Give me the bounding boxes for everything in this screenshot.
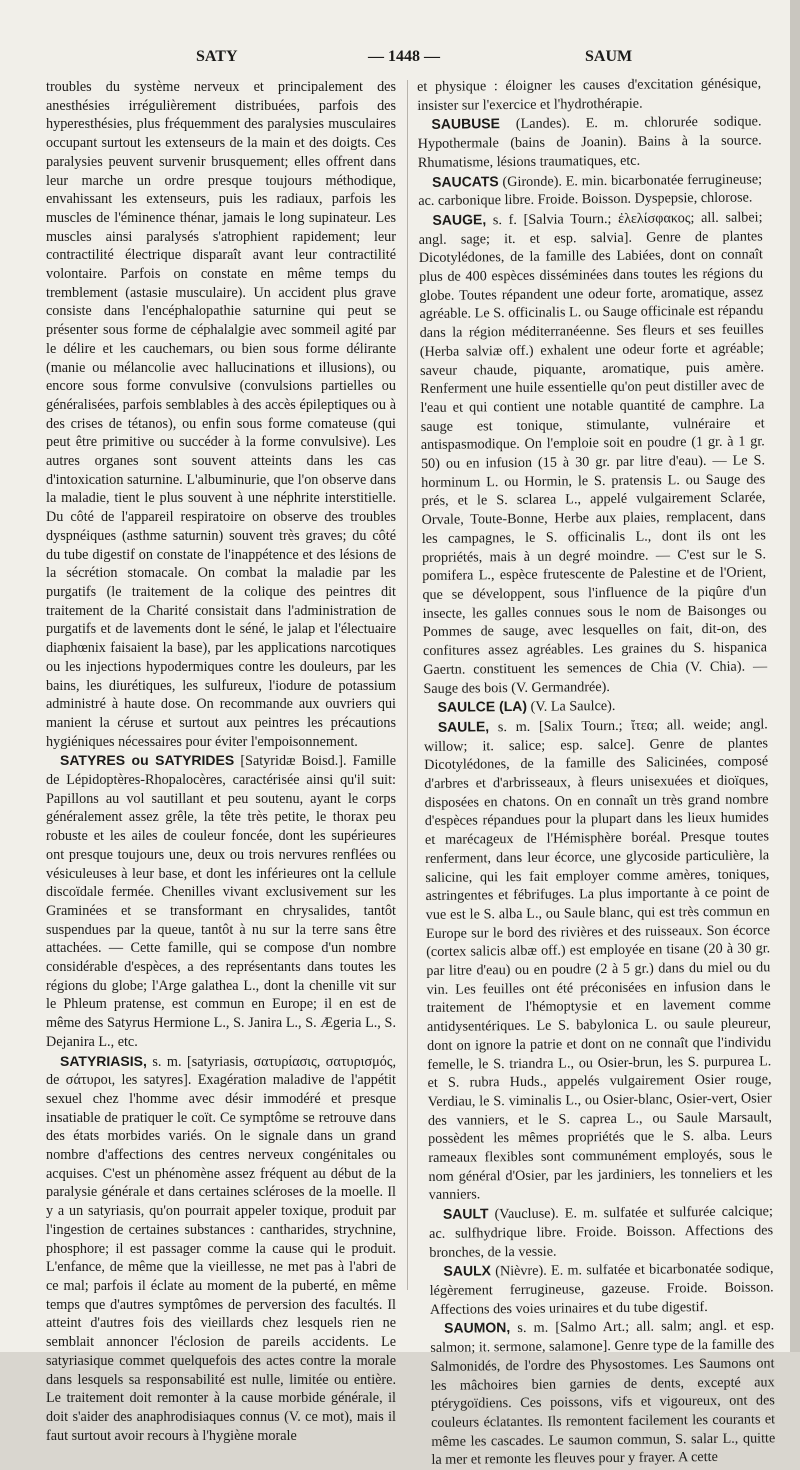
headword: SAULE, xyxy=(437,718,490,735)
entry-body: (V. La Saulce). xyxy=(530,698,616,716)
headword: SAUBUSE xyxy=(431,115,501,133)
entry-body: [Satyridæ Boisd.]. Famille de Lépidoptères-Rhopalocères, caractérisée ainsi qu'il suit: Papillons au vol sautillant et peu soutenu, ayant le corps généralement assez grêle, la tête très petite, le thorax peu robuste et les ailes de couleur foncée, dont les supérieures ont presque toujours une, deux ou trois nervures renflées ou vésiculeuses à leur base, et dont les inférieures ont la cellule discoïdale fermée. Chenilles vivant exclusivement sur les Graminées et se transformant en chrysalides, tantôt suspendues par la queue, tantôt à nu sur la terre sans être attachées. — Cette famille, qui se compose d'un nombre considérable d'espèces, a des représentants dans toutes les régions du globe; l'Arge galathea L., dont la chenille vit sur le Phleum pratense, est commun en Europe; il en est de même des Satyrus Hermione L., S. Janira L., S. Ægeria L., S. Dejanira L., etc. xyxy=(46,753,397,1050)
entry-body: (Landes). E. m. chlorurée sodique. Hypothermale (bains de Joanin). Bains à la source. Rhumatisme, lésions traumatiques, etc. xyxy=(417,113,762,171)
header-right-guide-word: SAUM xyxy=(585,48,633,65)
entry-body: s. m. [satyriasis, σατυρίασις, σατυρισμός, de σάτυροι, les satyres]. Exagération maladive de l'appétit sexuel chez l'homme avec désir immodéré et presque insatiable de pratiquer le coït. Ce symptôme se retrouve dans des états morbides variés. On le signale dans un grand nombre d'affections des centres nerveux congénitales ou acquises. C'est un phénomène assez fréquent au début de la paralysie générale et dans certaines scléroses de la moelle. Il y a un satyriasis, qu'on pourrait appeler toxique, produit par l'ingestion de certaines substances : cantharides, strychnine, phosphore; il est passager comme la cause qui le produit. L'enfance, de même que la vieillesse, ne met pas à l'abri de ce mal; parfois il éclate au moment de la puberté, en même temps que d'autres symptômes de perversion des facultés. Il atteint d'autres fois des vieillards chez lesquels rien ne semblait annoncer l'éclosion de pareils accidents. Le satyriasique commet quelquefois des actes contre la morale dans lesquels sa responsabilité est nulle, limitée ou entière. Le traitement doit remonter à la cause morbide générale, il doit s'aider des anaphrodisiaques connus (V. ce mot), mais il faut surtout avoir recours à l'hygiène morale xyxy=(46,1053,396,1444)
running-head xyxy=(0,48,790,72)
entry-sauge xyxy=(418,207,767,698)
entry-body: s. f. [Salvia Tourn.; ἐλελίσφακος; all. salbei; angl. sage; it. et esp. salvia]. Genre de plantes Dicotylédones, de la famille des Labiées, dont on connaît plus de 400 espèces disséminées dans toutes les régions du globe. Toutes répandent une odeur forte, aromatique, assez agréable. Le S. officinalis L. ou Sauge officinale est répandu dans la région méditerranéenne. Ses fleurs et ses feuilles (Herba salviæ off.) exhalent une odeur forte et agréable; saveur chaude, piquante, aromatique, puis amère. Renferment une huile essentielle qu'on peut distiller avec de l'eau et qui contient une notable quantité de camphre. La sauge est tonique, stimulante, vulnéraire et antispasmodique. On l'emploie soit en poudre (1 gr. à 1 gr. 50) ou en infusion (15 à 30 gr. par litre d'eau). — Le S. horminum L. ou Hormin, le S. pratensis L. ou Sauge des prés, et le S. sclarea L., appelé vulgairement Sclarée, Orvale, Toute-Bonne, Herbe aux plaies, remplacent, dans les campagnes, le S. officinalis L., dont ils ont les propriétés, mais à un degré moindre. — C'est sur le S. pomifera L., espèce frutescente de Palestine et de l'Orient, que se développent, sous l'influence de la piqûre d'un insecte, les galles connues sous le nom de Baisonges ou Pommes de sauge, avec lesquelles on fait, dit-on, des confitures assez agréables. Les graines du S. hispanica Gaertn. constituent les semences de Chia (V. Chia). — Sauge des bois (V. Germandrée). xyxy=(418,209,768,697)
headword: SAULX xyxy=(443,1262,492,1280)
column-divider xyxy=(407,80,408,1290)
entry-satyriasis xyxy=(46,1052,396,1446)
headword: SAUGE, xyxy=(432,211,487,228)
entry-body: s. m. [Salix Tourn.; ἴτεα; all. weide; angl. willow; it. salice; esp. salce]. Genre de plantes Dicotylédones, de la famille des Salicinées, composé d'arbres et d'arbrisseaux, à fleurs unisexuées et dioïques, disposées en chatons. On en connaît un très grand nombre d'espèces répandues pour la plupart dans les lieux humides et marécageux de l'Hémisphère boréal. Presque toutes renferment, dans leur écorce, une glycoside particulière, la salicine, qui les fait employer comme amères, toniques, astringentes et fébrifuges. La plus importante à ce point de vue est le S. alba L., ou Saule blanc, qui est très commun en Europe sur le bord des rivières et des ruisseaux. Son écorce (cortex salicis albæ off.) est employée en tisane (20 à 30 gr. par litre d'eau) ou en poudre (2 à 5 gr.) dans du miel ou du vin. Les feuilles ont été préconisées en infusion dans le traitement de l'hémoptysie et en lavement comme antidysentériques. Le S. babylonica L. ou saule pleureur, dont on ignore la patrie et dont on ne connaît que l'individu femelle, le S. triandra L., ou Osier-brun, les S. purpurea L. et S. rubra Huds., appelés vulgairement Osier rouge, Verdiau, le S. viminalis L., ou Osier-blanc, Osier-vert, Osier des vanniers, et le S. caprea L., ou Saule Marsault, possèdent les mêmes propriétés que le S. alba. Leurs rameaux flexibles sont communément employés, sous le nom général d'Osier, par les jardiniers, les tonneliers et les vanniers. xyxy=(423,716,773,1204)
entry-text-continued: troubles du système nerveux et principalement des anesthésies irrégulièrement distribuées, parfois des hyperesthésies, plus fréquemment des paralysies musculaires occupant surtout les extenseurs de la main et des doigts. Ces paralysies peuvent survenir brusquement; elles offrent dans leur marche un ordre presque toujours méthodique, envahissant les extenseurs, puis les radiaux, parfois les muscles de l'éminence thénar, jamais le long supinateur. Les muscles ainsi paralysés s'atrophient rapidement; leur contractilité électrique disparaît avant leur contractilité volontaire. Parfois on constate en même temps du tremblement (astasie musculaire). Un accident plus grave consiste dans l'encéphalopathie saturnine qui peut se présenter sous forme de céphalalgie avec sommeil agité par le délire et les cauchemars, ou bien sous forme délirante (manie ou mélancolie avec hallucinations et illusions), ou encore sous forme convulsive (convulsions partielles ou généralisées, parfois semblables à des accès épileptiques ou à des crises de tétanos), ou enfin sous forme comateuse (qui peut être primitive ou succéder à la forme convulsive). Les autres organes sont souvent atteints dans les cas d'intoxication saturnine. L'albuminurie, que l'on observe dans la maladie, tient le plus souvent à une néphrite interstitielle. Du côté de l'appareil respiratoire on observe des troubles dyspnéiques (asthme saturnin) souvent très graves; du côté du tube digestif on constate de l'inappétence et des lésions de la sécrétion stomacale. On combat la maladie par les purgatifs (le traitement de la colique des peintres dit traitement de la Charité consistait dans l'administration de purgatifs et de lavements dont le séné, le jalap et l'électuaire diaphœnix faisaient la base), par les applications narcotiques ou les injections hypodermiques contre les douleurs, par les bains, les diurétiques, les sulfureux, l'iodure de potassium administré à haute dose. On recommande aux ouvriers qui manient la céruse et surtout aux peintres les précautions hygiéniques nécessaires pour éviter l'empoisonnement. xyxy=(46,79,396,750)
header-left-guide-word: SATY xyxy=(196,48,238,65)
entry-satyres xyxy=(46,751,396,1051)
entry-body: (Gironde). E. min. bicarbonatée ferrugineuse; ac. carbonique libre. Froide. Boisson. Dyspepsie, chlorose. xyxy=(418,170,763,210)
entry-saucats xyxy=(418,169,762,211)
left-column xyxy=(46,78,396,1445)
headword: SAUCATS xyxy=(431,172,499,190)
headword: SAULT xyxy=(442,1205,489,1222)
headword: SATYRIASIS, xyxy=(60,1052,147,1069)
entry-saumon xyxy=(430,1316,776,1470)
headword: SATYRES ou SATYRIDES xyxy=(60,752,235,769)
entry-body: (Vaucluse). E. m. sulfatée et sulfurée calcique; ac. sulfhydrique libre. Froide. Boisson. Affections des bronches, de la vessie. xyxy=(429,1203,774,1261)
page-edge xyxy=(790,0,800,1352)
entry-body: (Nièvre). E. m. sulfatée et bicarbonatée sodique, légèrement ferrugineuse, gazeuse. Froide. Boisson. Affections des voies urinaires et du tube digestif. xyxy=(429,1260,774,1318)
right-column xyxy=(417,74,776,1470)
entry-saubuse xyxy=(417,112,762,173)
page-number: — 1448 — xyxy=(368,48,440,65)
entry-saulx xyxy=(429,1259,774,1320)
headword: SAUMON, xyxy=(444,1319,511,1337)
entry-sault xyxy=(429,1202,774,1263)
entry-body: s. m. [Salmo Art.; all. salm; angl. et esp. salmon; it. sermone, salamone]. Genre type de la famille des Salmonidés, de l'ordre des Physostomes. Les Saumons ont les mâchoires bien garnies de dents, excepté aux ptérygoïdiens. Ces poissons, vifs et vigoureux, ont des couleurs éclatantes. Ils remontent facilement les courants et même les cascades. Le saumon commun, S. salar L., quitte la mer et remonte les fleuves pour y frayer. A cette xyxy=(430,1317,776,1469)
entry-saule xyxy=(424,714,773,1205)
headword: SAULCE (LA) xyxy=(437,698,528,716)
entry-text-continued: et physique : éloigner les causes d'excitation génésique, insister sur l'exercice et l'hydrothérapie. xyxy=(417,75,762,114)
